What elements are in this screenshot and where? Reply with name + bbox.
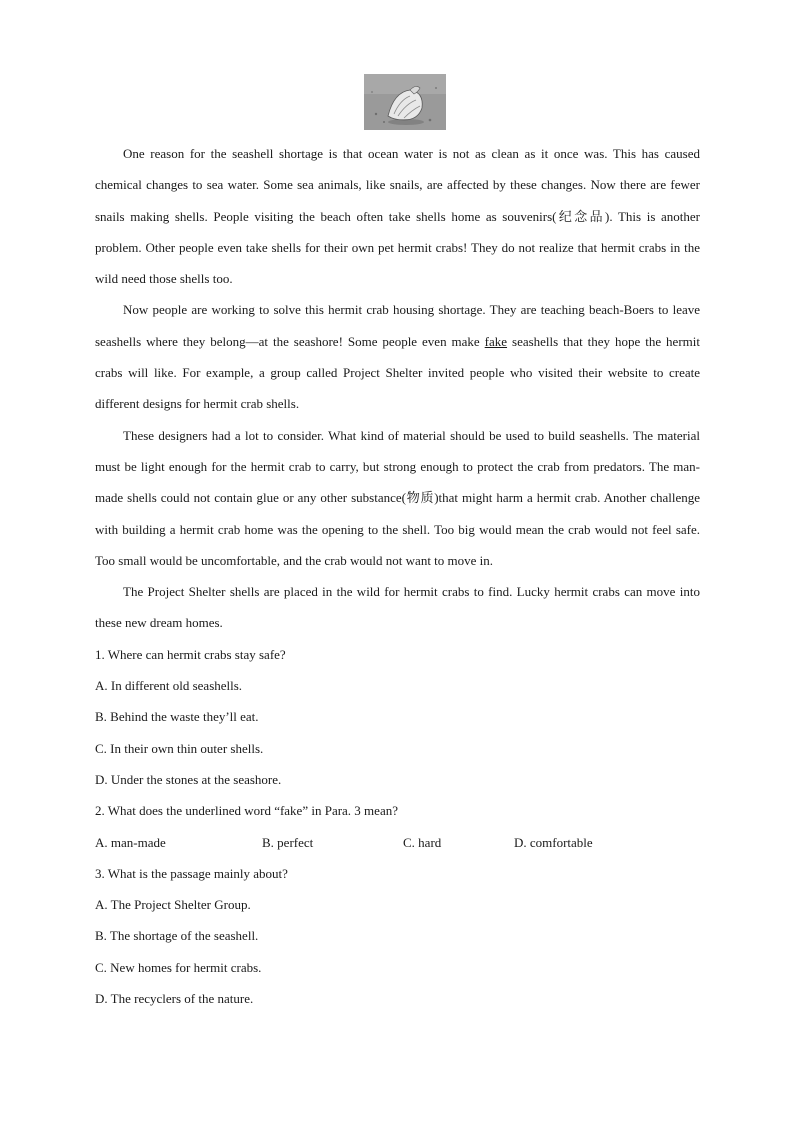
option-c: C. New homes for hermit crabs. <box>95 959 262 975</box>
question-stem: 3. What is the passage mainly about? <box>95 865 288 881</box>
option-a: A. man-made <box>95 834 166 850</box>
option-c: C. hard <box>403 834 442 850</box>
option-b: B. The shortage of the seashell. <box>95 928 259 944</box>
paragraph-text: seashells that they hope the hermit crabs will like. For example, a group called Project Shelter invited people who visited their website to create different designs for hermit crab shells. <box>95 333 700 412</box>
passage-paragraph-2 <box>95 294 700 419</box>
paragraph-text: Now people are working to solve this hermit crab housing shortage. They are teaching beach-Boers to leave seashells where they belong—at the seashore! Some people even make <box>95 302 700 349</box>
question-stem: 2. What does the underlined word “fake” in Para. 3 mean? <box>95 803 398 819</box>
option-c: C. In their own thin outer shells. <box>95 740 264 756</box>
seashell-image-icon <box>364 74 446 130</box>
option-b: B. perfect <box>262 834 314 850</box>
option-d: D. comfortable <box>514 834 593 850</box>
paragraph-text: These designers had a lot to consider. What kind of material should be used to build seashells. The material must be light enough for the hermit crab to carry, but strong enough to protect the crab from predators. The man-made shells could not contain glue or any other substance(物质)that might harm a hermit crab. Another challenge with building a hermit crab home was the opening to the shell. Too big would mean the crab would not feel safe. Too small would be uncomfortable, and the crab would not want to move in. <box>95 427 700 568</box>
passage-paragraph-3 <box>95 420 700 576</box>
worksheet-page <box>95 74 700 1014</box>
option-d: D. The recyclers of the nature. <box>95 991 254 1007</box>
question-2 <box>95 795 700 858</box>
options-row <box>95 827 700 858</box>
option-a: A. In different old seashells. <box>95 678 243 694</box>
question-3 <box>95 858 700 1014</box>
passage <box>95 138 700 639</box>
option-d: D. Under the stones at the seashore. <box>95 771 282 787</box>
option-b: B. Behind the waste they’ll eat. <box>95 709 259 725</box>
paragraph-text: One reason for the seashell shortage is that ocean water is not as clean as it once was. This has caused chemical changes to sea water. Some sea animals, like snails, are affected by these changes. Now there are fewer snails making shells. People visiting the beach often take shells home as souvenirs(纪念品). This is another problem. Other people even take shells for their own pet hermit crabs! They do not realize that hermit crabs in the wild need those shells too. <box>95 146 700 287</box>
question-stem: 1. Where can hermit crabs stay safe? <box>95 646 286 662</box>
seashell-photo <box>364 74 446 130</box>
passage-paragraph-4 <box>95 576 700 639</box>
passage-paragraph-1 <box>95 138 700 294</box>
option-a: A. The Project Shelter Group. <box>95 897 251 913</box>
paragraph-text: The Project Shelter shells are placed in the wild for hermit crabs to find. Lucky hermit crabs can move into these new dream homes. <box>95 584 700 631</box>
underlined-word-fake: fake <box>484 333 508 349</box>
question-1 <box>95 639 700 795</box>
